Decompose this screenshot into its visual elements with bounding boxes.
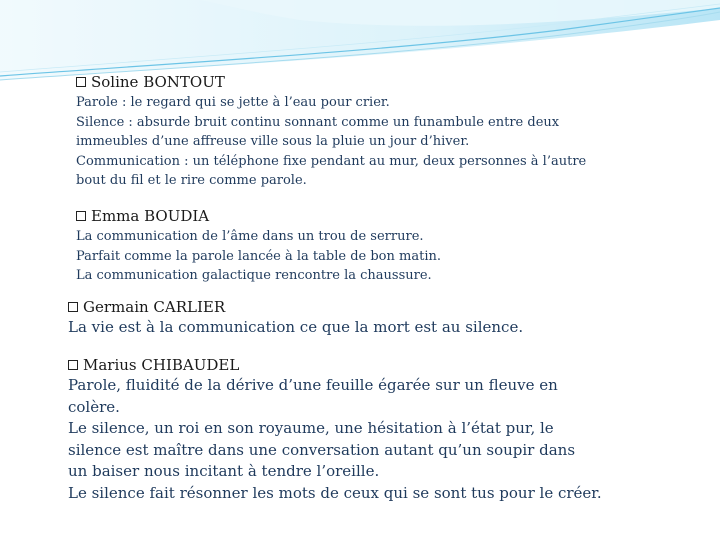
author-heading (68, 297, 708, 317)
section-marius-chibaudel (68, 355, 708, 505)
author-name: Soline BONTOUT (91, 73, 225, 91)
text-line: colère. (68, 397, 120, 416)
section-soline-bontout (76, 72, 696, 191)
text-line: La communication galactique rencontre la chaussure. (76, 268, 432, 283)
text-line: La communication de l’âme dans un trou de serrure. (76, 229, 424, 244)
text-line: Le silence fait résonner les mots de ceux qui se sont tus pour le créer. (68, 483, 602, 502)
author-heading (76, 72, 696, 92)
checkbox-bullet-icon (68, 302, 78, 312)
author-name: Germain CARLIER (83, 298, 226, 316)
author-name: Marius CHIBAUDEL (83, 356, 240, 374)
text-line: Silence : absurde bruit continu sonnant comme un funambule entre deux (76, 114, 560, 130)
author-heading (76, 206, 696, 226)
author-name: Emma BOUDIA (91, 207, 210, 225)
text-line: La vie est à la communication ce que la mort est au silence. (68, 318, 524, 336)
checkbox-bullet-icon (68, 360, 78, 370)
checkbox-bullet-icon (76, 77, 86, 87)
text-line: Communication : un téléphone fixe pendant au mur, deux personnes à l’autre (76, 153, 587, 169)
section-emma-boudia (76, 206, 696, 286)
text-line: un baiser nous incitant à tendre l’oreille. (68, 462, 380, 481)
text-line: silence est maître dans une conversation autant qu’un soupir dans (68, 440, 576, 459)
text-line: Parole, fluidité de la dérive d’une feuille égarée sur un fleuve en (68, 376, 558, 394)
text-line: Le silence, un roi en son royaume, une hésitation à l’état pur, le (68, 419, 554, 438)
checkbox-bullet-icon (76, 211, 86, 221)
author-heading (68, 355, 708, 375)
text-line: Parole : le regard qui se jette à l’eau pour crier. (76, 95, 390, 110)
text-line: bout du fil et le rire comme parole. (76, 173, 307, 188)
section-germain-carlier (68, 297, 708, 339)
text-line: immeubles d’une affreuse ville sous la pluie un jour d’hiver. (76, 134, 470, 149)
text-line: Parfait comme la parole lancée à la table de bon matin. (76, 248, 441, 264)
